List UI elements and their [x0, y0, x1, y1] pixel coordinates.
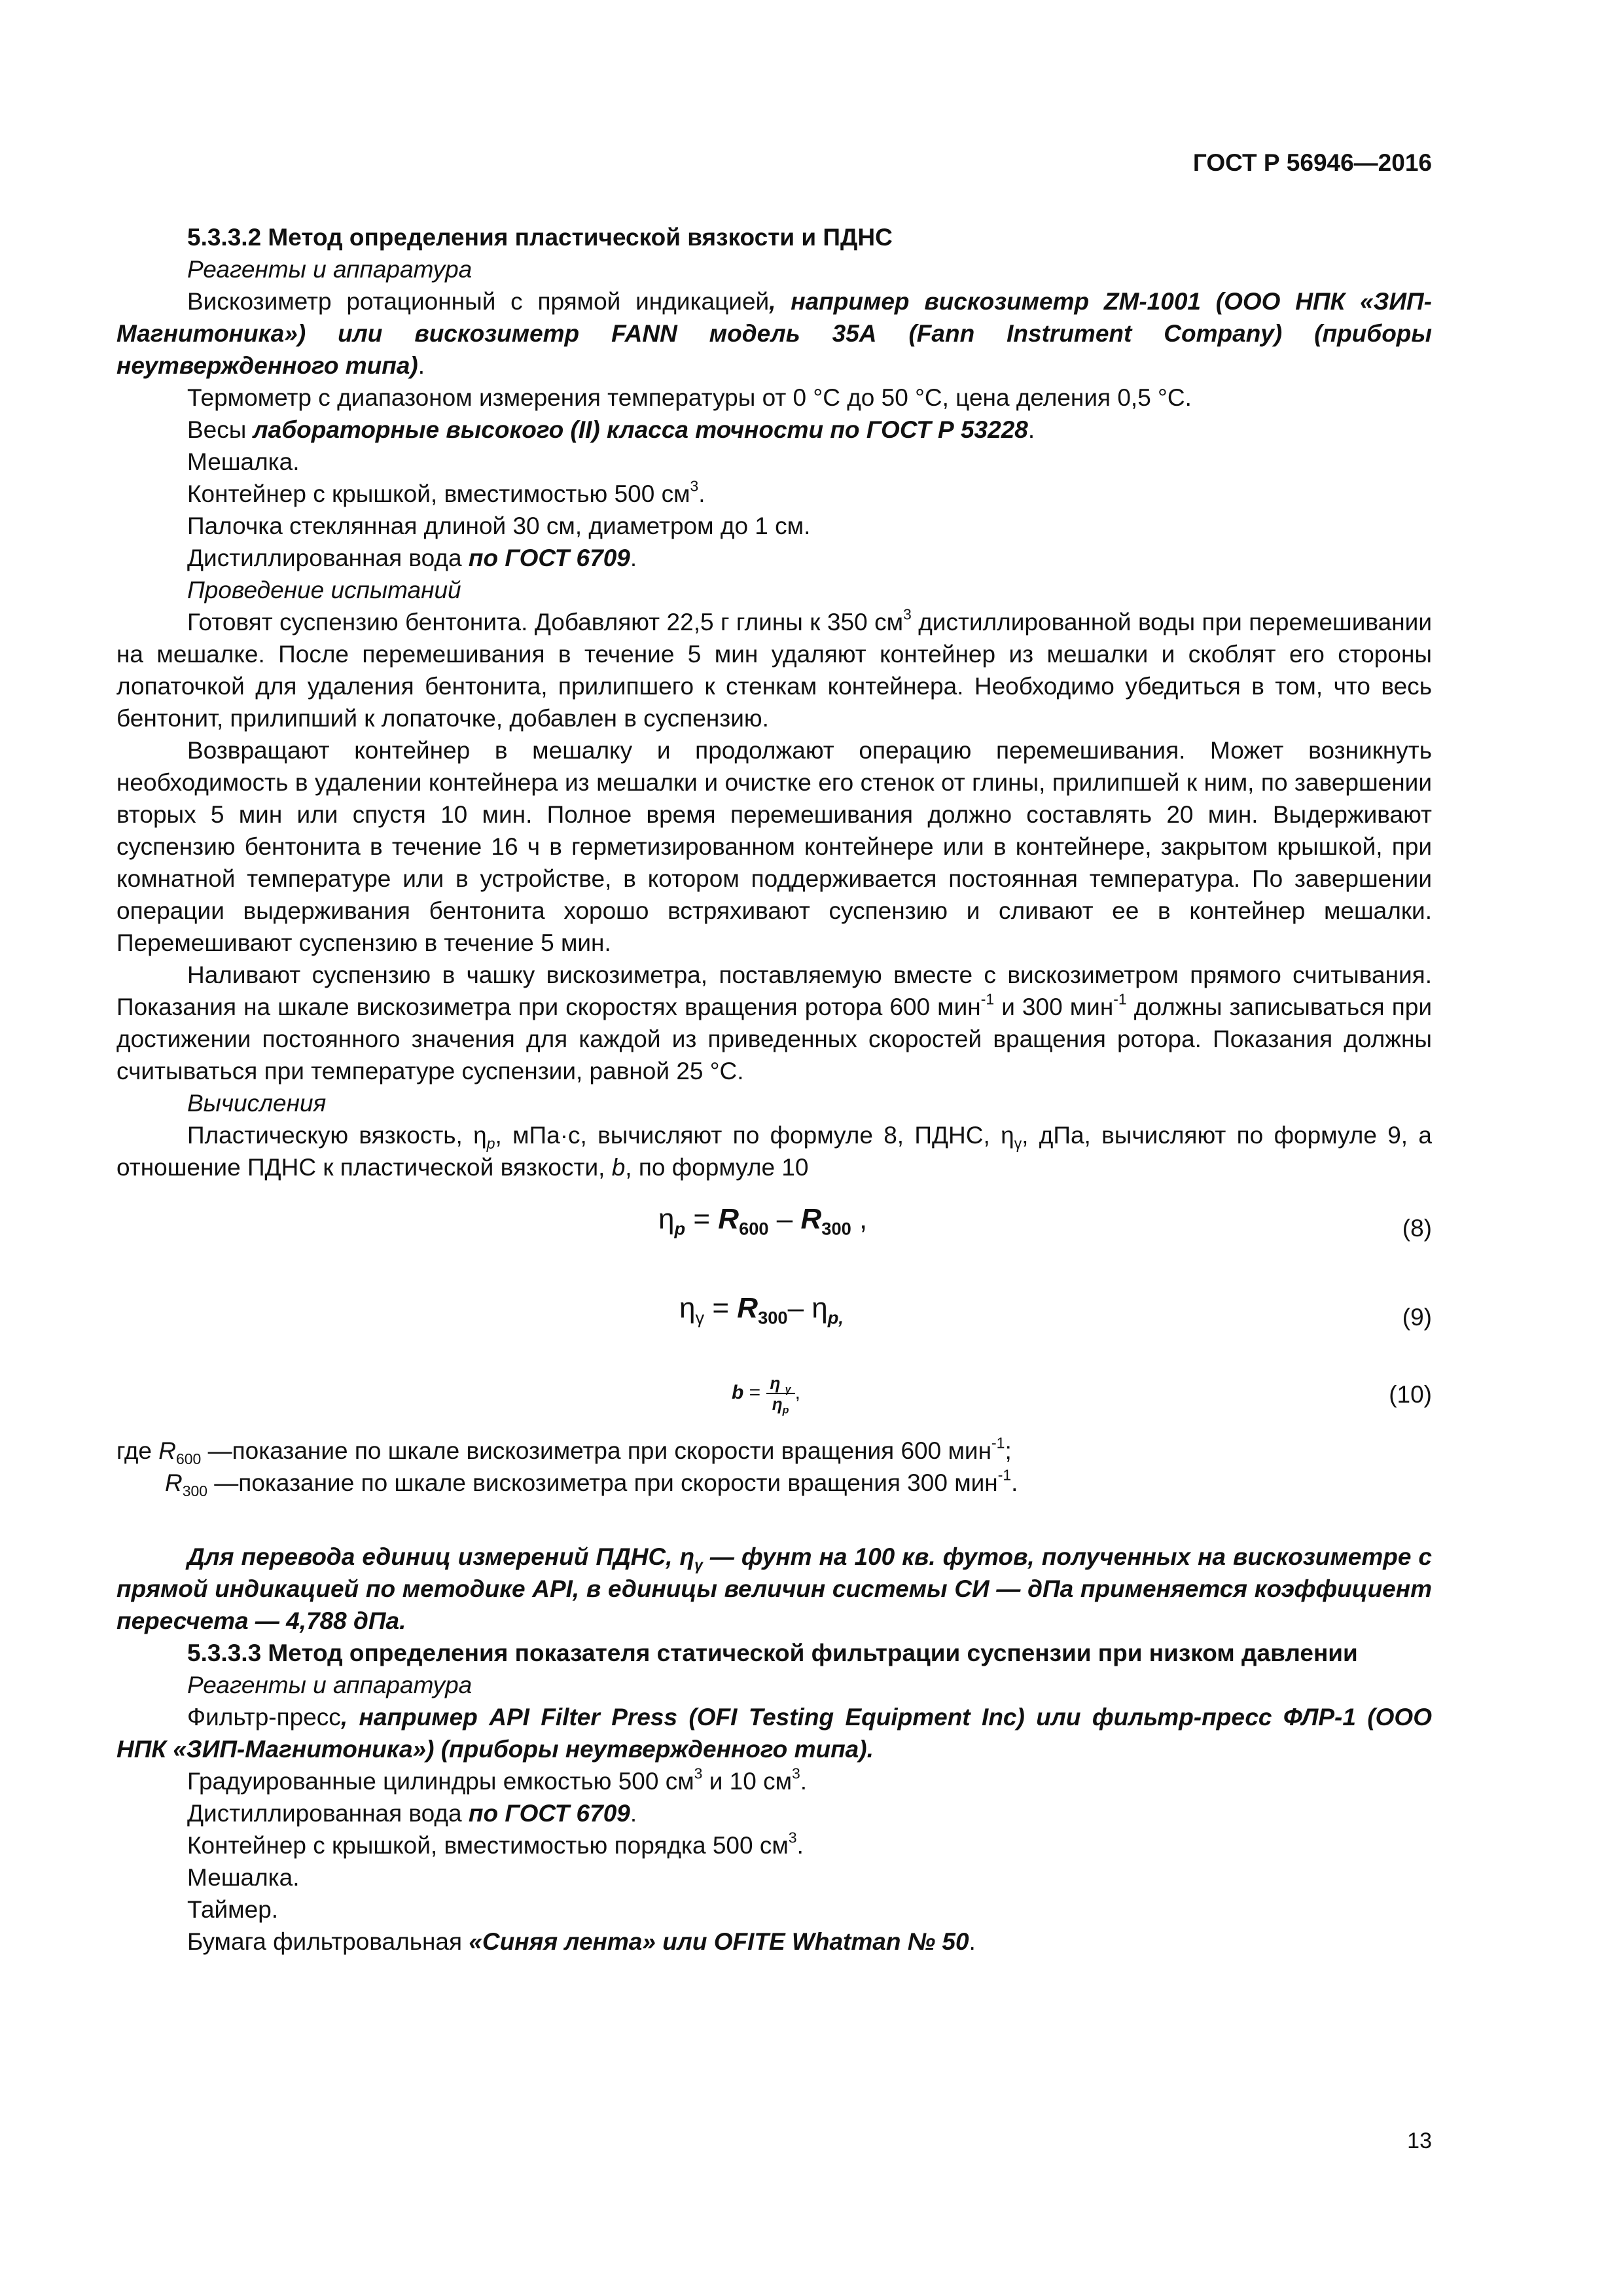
scales-line: Весы лабораторные высокого (II) класса точности по ГОСТ Р 53228.	[187, 416, 1035, 443]
procedure-paragraph-1: Готовят суспензию бентонита. Добавляют 22,5 г глины к 350 $см^3$ дистиллированной воды при перемешивании на мешалке. После перемешивания в течение 5 мин удаляют контейнер из мешалки и скоблят его стороны лопаточкой для удаления бентонита, прилипшего к стенкам контейнера. Необходимо убедиться в том, что весь бентонит, прилипший к лопаточке, добавлен в суспензию.	[116, 605, 1432, 732]
formula-10-expression: b = $\frac{\eta _\gamma}{\eta_p}$ ,	[732, 1373, 800, 1416]
calculations-paragraph: Пластическую вязкость, $\eta_p$, мПа·с, вычисляют по формуле 8, ПДНС, $\eta_\gamma$, дПа, вычисляют по формуле 9, а отношение ПДНС к пластической вязкости, b, по формуле 10	[116, 1122, 1432, 1181]
mixer-line: Мешалка.	[187, 448, 300, 475]
where-r300-line: $R_{300}$ —показание по шкале вискозиметра при скорости вращения 300 мин$^{-1}$.	[165, 1466, 1018, 1500]
formula-10	[116, 1361, 1432, 1435]
container-line: Контейнер с крышкой, вместимостью 500 $см^3$.	[187, 477, 705, 507]
page-number: 13	[1407, 2128, 1432, 2153]
reagents-label: Реагенты и аппаратура	[187, 256, 473, 283]
glass-rod-line: Палочка стеклянная длиной 30 см, диаметром до 1 см.	[187, 512, 811, 539]
filter-press-paragraph: Фильтр-пресс, например API Filter Press (OFI Testing Equipment Inc) или фильтр-пресс ФЛР-1 (ООО НПК «ЗИП-Магнитоника») (приборы неутвержденного типа).	[116, 1704, 1432, 1763]
thermometer-line: Термометр с диапазоном измерения температуры от 0 °С до 50 °С, цена деления 0,5 °С.	[187, 384, 1192, 411]
mixer-line-2: Мешалка.	[187, 1864, 300, 1891]
distilled-water-line-2: Дистиллированная вода по ГОСТ 6709.	[187, 1800, 637, 1827]
section-heading-5-3-3-2: 5.3.3.2 Метод определения пластической вязкости и ПДНС	[187, 224, 893, 251]
container-line-2: Контейнер с крышкой, вместимостью порядка 500 $см^3$.	[187, 1829, 804, 1859]
where-r600-line: где $R_{600}$ —показание по шкале вискозиметра при скорости вращения 600 мин$^{-1}$;	[116, 1434, 1012, 1468]
formula-8	[116, 1183, 1432, 1272]
formula-10-number: (10)	[1389, 1381, 1432, 1408]
formula-9-expression: $\eta_\gamma = R_{300}-$ $\eta_{p,}$	[679, 1292, 844, 1328]
document-body	[116, 221, 1432, 1958]
formula-9-number: (9)	[1402, 1304, 1432, 1331]
reagents-label-2: Реагенты и аппаратура	[187, 1672, 473, 1698]
formula-8-number: (8)	[1402, 1215, 1432, 1242]
section-heading-5-3-3-3: 5.3.3.3 Метод определения показателя статической фильтрации суспензии при низком давлении	[187, 1640, 1358, 1666]
procedure-label: Проведение испытаний	[187, 577, 461, 603]
distilled-water-line: Дистиллированная вода по ГОСТ 6709.	[187, 545, 637, 571]
viscometer-paragraph: Вискозиметр ротационный с прямой индикацией, например вискозиметр ZM-1001 (ООО НПК «ЗИП-Магнитоника») или вискозиметр FANN модель 35А (Fann Instrument Company) (приборы неутвержденного типа).	[116, 288, 1432, 379]
formula-9	[116, 1272, 1432, 1361]
standard-code-header: ГОСТ Р 56946—2016	[1192, 149, 1432, 176]
timer-line: Таймер.	[187, 1896, 279, 1923]
procedure-paragraph-2: Возвращают контейнер в мешалку и продолжают операцию перемешивания. Может возникнуть необходимость в удалении контейнера из мешалки и очистке его стенок от глины, прилипшей к ним, по завершении вторых 5 мин или спустя 10 мин. Полное время перемешивания должно составлять 20 мин. Выдерживают суспензию бентонита в течение 16 ч в герметизированном контейнере или в контейнере, закрытом крышкой, при комнатной температуре или в устройстве, в котором поддерживается постоянная температура. По завершении операции выдерживания бентонита хорошо встряхивают суспензию и сливают ее в контейнер мешалки. Перемешивают суспензию в течение 5 мин.	[116, 737, 1432, 956]
calculations-label: Вычисления	[187, 1090, 327, 1117]
procedure-paragraph-3: Наливают суспензию в чашку вискозиметра, поставляемую вместе с вискозиметром прямого считывания. Показания на шкале вискозиметра при скоростях вращения ротора 600 мин$^{-1}$ и 300 мин$^{-1}$ должны записываться при достижении постоянного значения для каждой из приведенных скоростей вращения ротора. Показания должны считываться при температуре суспензии, равной 25 °С.	[116, 961, 1433, 1085]
formula-8-expression: $\eta_p = R_{600} - R_{300}$ ,	[658, 1203, 868, 1239]
unit-conversion-note: Для перевода единиц измерений ПДНС, $\eta_\gamma$ — фунт на 100 кв. футов, полученных на вискозиметре с прямой индикацией по методике API, в единицы величин системы СИ — дПа применяется коэффициент пересчета — 4,788 дПа.	[116, 1543, 1432, 1634]
cylinders-line: Градуированные цилиндры емкостью 500 $см^3$ и 10 $см^3$.	[187, 1765, 808, 1795]
filter-paper-line: Бумага фильтровальная «Синяя лента» или OFITE Whatman № 50.	[187, 1928, 976, 1955]
